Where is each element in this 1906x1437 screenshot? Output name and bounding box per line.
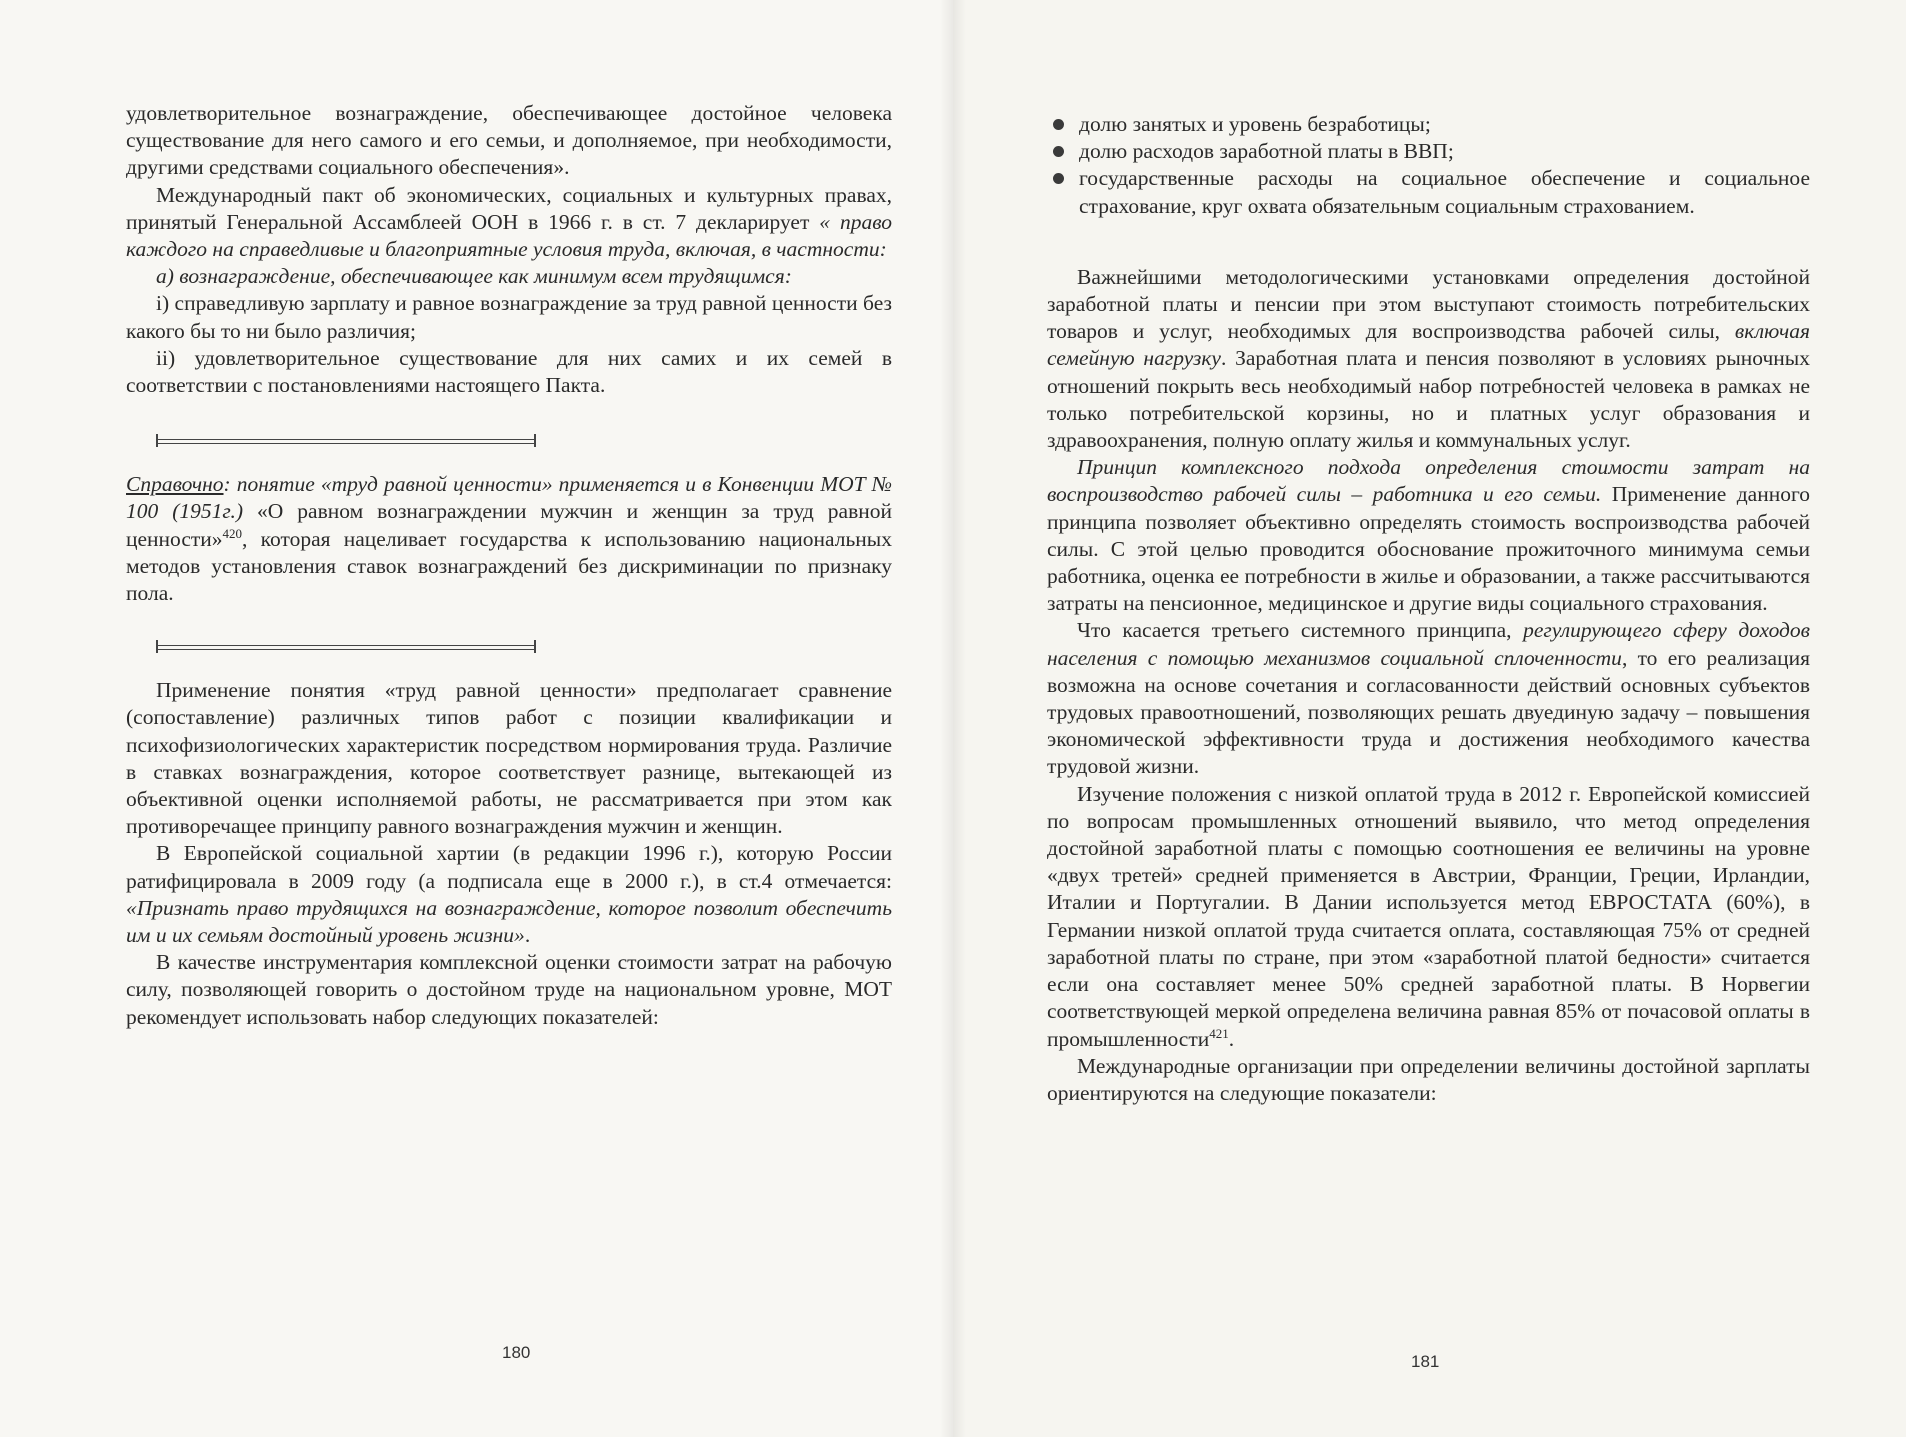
reference-italic: : понятие «труд равной ценности» применяется и в Конвенции МОТ № 100 (1951г.) (126, 472, 892, 524)
paragraph (126, 182, 892, 264)
paragraph: i) справедливую зарплату и равное вознаграждение за труд равной ценности без какого бы то ни было различия; (126, 291, 892, 343)
list-item: государственные расходы на социальное обеспечение и социальное страхование, круг охвата обязательным социальным страхованием. (1047, 165, 1810, 219)
page-number: 180 (502, 1343, 531, 1362)
reference-text: «О равном вознаграждении мужчин и женщин за труд равной ценности» (126, 499, 892, 551)
paragraph-text: Что касается третьего системного принципа, (1077, 618, 1524, 643)
list-item: долю расходов заработной платы в ВВП; (1047, 138, 1810, 165)
bullet-icon (1053, 173, 1064, 184)
bullet-icon (1053, 119, 1064, 130)
paragraph-text: Изучение положения с низкой оплатой труда в 2012 г. Европейской комиссией по вопросам промышленных отношений выявило, что метод определения достойной заработной платы с помощью соотношения ее величины на уровне «двух третей» средней применяется в Австрии, Франции, Греции, Ирландии, Италии и Португалии. В Дании используется метод ЕВРОСТАТА (60%), в Германии низкой оплатой труда считается оплата, составляющая 75% от средней заработной платы по стране, при этом «заработной платой бедности» считается если она составляет менее 50% средней заработной платы. В Норвегии соответствующей меркой определена величина равная 85% от почасовой оплаты в промышленности (1047, 781, 1810, 1051)
paragraph (1047, 781, 1810, 1053)
section-divider (156, 633, 536, 661)
quote-italic: « право каждого на справедливые и благоприятные условия труда, включая, в частности: (126, 209, 892, 262)
reference-note (126, 471, 892, 607)
paragraph-text: Применение данного принципа позволяет объективно определять стоимость воспроизводства рабочей силы. С этой целью проводится обоснование прожиточного минимума семьи работника, оценка ее потребности в жилье и образовании, а также рассчитываются затраты на пенсионное, медицинское и другие виды социального страхования. (1047, 482, 1811, 616)
indicator-list (1047, 111, 1810, 220)
paragraph (1047, 454, 1810, 617)
paragraph-text: Международный пакт об экономических, социальных и культурных правах, принятый Генеральной Ассамблеей ООН в 1966 г. в ст. 7 декларирует (126, 182, 892, 234)
paragraph-italic: регулирующего сферу доходов населения с помощью механизмов социальной сплоченности (1047, 618, 1810, 670)
paragraph: а) вознаграждение, обеспечивающее как минимум всем трудящимся: (156, 264, 792, 289)
book-gutter (940, 0, 966, 1437)
paragraph-text: . (1228, 1026, 1235, 1051)
right-page-text (1047, 111, 1810, 1107)
paragraph (1047, 617, 1810, 780)
paragraph: ii) удовлетворительное существование для них самих и их семей в соответствии с постановлениями настоящего Пакта. (126, 345, 892, 398)
paragraph-text: , то его реализация возможна на основе сочетания и согласованности действий основных субъектов трудовых правоотношений, позволяющих решать двуединую задачу – повышения экономической эффективности труда и достижения необходимого качества трудовой жизни. (1047, 645, 1810, 779)
paragraph-text: . Заработная плата и пенсия позволяют в условиях рыночных отношений покрыть весь необходимый набор потребностей человека в рамках не только потребительской корзины, но и платных услуг образования и здравоохранения, полную оплату жилья и коммунальных услуг. (1047, 346, 1810, 453)
paragraph-text: В Европейской социальной хартии (в редакции 1996 г.), которую России ратифицировала в 2009 году (а подписала еще в 2000 г.), в ст.4 отмечается: (126, 841, 892, 893)
reference-text: , которая нацеливает государства к использованию национальных методов установления ставок вознаграждений без дискриминации по признаку пола. (126, 526, 892, 606)
footnote-marker: 420 (222, 525, 243, 541)
left-page-text (126, 100, 892, 1031)
principle-italic: Принцип комплексного подхода определения стоимости затрат на воспроизводство рабочей силы – работника и его семьи. (1047, 455, 1810, 507)
paragraph-text: Важнейшими методологическими установками определения достойной заработной платы и пенсии при этом выступают стоимость потребительских товаров и услуг, необходимых для воспроизводства рабочей силы, (1047, 264, 1810, 344)
quote-italic: «Признать право трудящихся на вознаграждение, которое позволит обеспечить им и их семьям достойный уровень жизни» (126, 895, 892, 948)
paragraph (126, 840, 892, 949)
paragraph: В качестве инструментария комплексной оценки стоимости затрат на рабочую силу, позволяющей говорить о достойном труде на национальном уровне, МОТ рекомендует использовать набор следующих показателей: (126, 950, 892, 1029)
footnote-marker: 421 (1209, 1025, 1229, 1041)
list-item: долю занятых и уровень безработицы; (1047, 111, 1810, 138)
paragraph: удовлетворительное вознаграждение, обеспечивающее достойное человека существование для него самого и его семьи, и дополняемое, при необходимости, другими средствами социального обеспечения». (126, 101, 892, 180)
bullet-icon (1053, 146, 1064, 157)
paragraph: Международные организации при определении величины достойной зарплаты ориентируются на следующие показатели: (1047, 1053, 1810, 1105)
paragraph-text: . (524, 923, 531, 948)
page-number: 181 (1411, 1352, 1440, 1371)
paragraph: Применение понятия «труд равной ценности» предполагает сравнение (сопоставление) различных типов работ с позиции квалификации и психофизиологических характеристик посредством нормирования труда. Различие в ставках вознаграждения, которое соответствует разнице, вытекающей из объективной оценки исполняемой работы, не рассматривается при этом как противоречащее принципу равного вознаграждения мужчин и женщин. (126, 678, 892, 839)
reference-label: Справочно (126, 472, 224, 497)
section-divider (156, 427, 536, 455)
paragraph (1047, 264, 1810, 454)
paragraph-italic: включая семейную нагрузку (1047, 319, 1810, 371)
